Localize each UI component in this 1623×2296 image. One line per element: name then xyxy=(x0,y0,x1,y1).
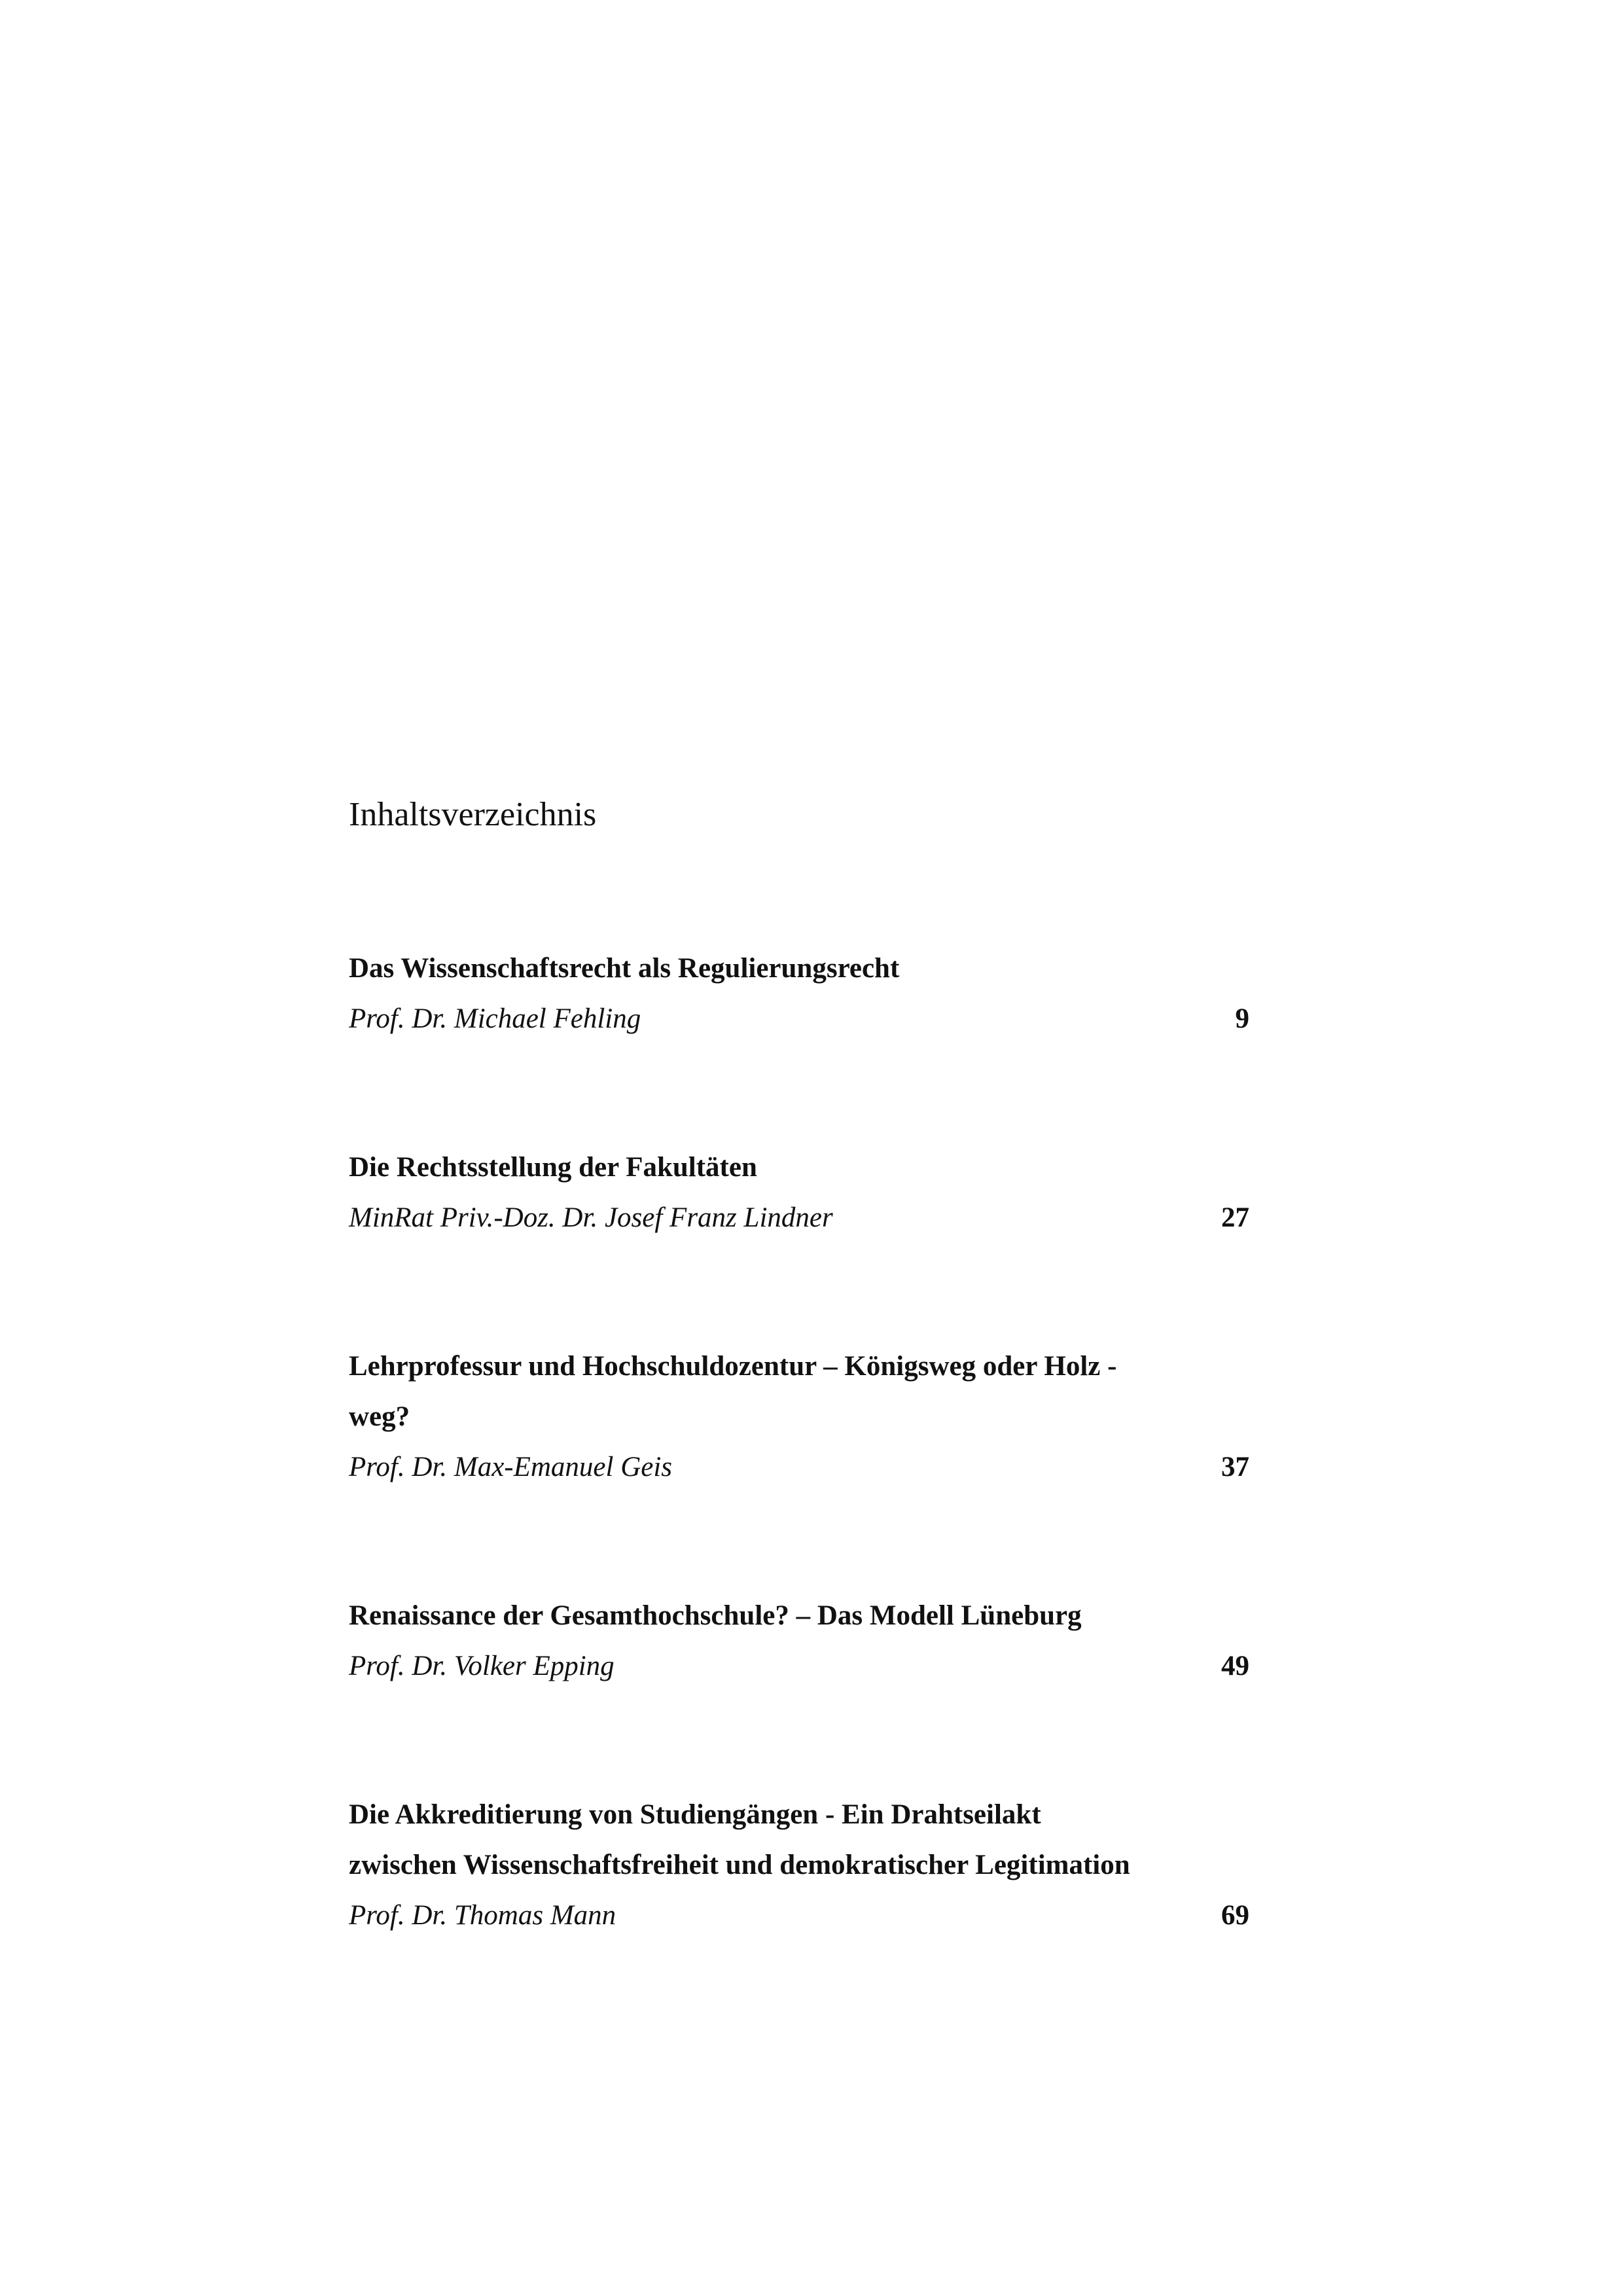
toc-entry xyxy=(349,1590,1249,1691)
entry-title-line: Die Akkreditierung von Studiengängen - Ein Drahtseilakt xyxy=(349,1799,1041,1830)
toc-entry xyxy=(349,1789,1249,1941)
toc-entry xyxy=(349,1142,1249,1243)
entry-page-number: 37 xyxy=(1221,1452,1249,1482)
entry-page-number: 69 xyxy=(1221,1900,1249,1931)
entry-author: Prof. Dr. Michael Fehling xyxy=(349,1003,641,1034)
entry-author-row xyxy=(349,994,1249,1044)
entry-author: Prof. Dr. Thomas Mann xyxy=(349,1900,616,1931)
entry-title xyxy=(349,1590,1249,1641)
entry-author: MinRat Priv.-Doz. Dr. Josef Franz Lindner xyxy=(349,1202,833,1233)
entry-title-line: zwischen Wissenschaftsfreiheit und demokratischer Legitimation xyxy=(349,1850,1130,1880)
entry-author-row xyxy=(349,1193,1249,1243)
entry-author: Prof. Dr. Volker Epping xyxy=(349,1651,615,1681)
entry-title xyxy=(349,1789,1249,1890)
entry-title-line: Renaissance der Gesamthochschule? – Das Modell Lüneburg xyxy=(349,1600,1082,1631)
toc-entry xyxy=(349,943,1249,1044)
entry-author-row xyxy=(349,1890,1249,1941)
entry-author-row xyxy=(349,1641,1249,1691)
entry-title-line: weg? xyxy=(349,1401,410,1432)
entry-title xyxy=(349,943,1249,994)
entry-title xyxy=(349,1341,1249,1442)
entry-page-number: 49 xyxy=(1221,1651,1249,1681)
entry-title xyxy=(349,1142,1249,1193)
entry-page-number: 9 xyxy=(1235,1003,1249,1034)
toc-entry xyxy=(349,1341,1249,1492)
entry-page-number: 27 xyxy=(1221,1202,1249,1233)
entry-title-line: Die Rechtsstellung der Fakultäten xyxy=(349,1152,757,1183)
toc-list xyxy=(349,943,1249,1941)
entry-title-line: Lehrprofessur und Hochschuldozentur – Königsweg oder Holz - xyxy=(349,1351,1117,1382)
entry-author-row xyxy=(349,1442,1249,1492)
page-title: Inhaltsverzeichnis xyxy=(349,796,597,833)
entry-author: Prof. Dr. Max-Emanuel Geis xyxy=(349,1452,673,1482)
entry-title-line: Das Wissenschaftsrecht als Regulierungsrecht xyxy=(349,953,900,984)
